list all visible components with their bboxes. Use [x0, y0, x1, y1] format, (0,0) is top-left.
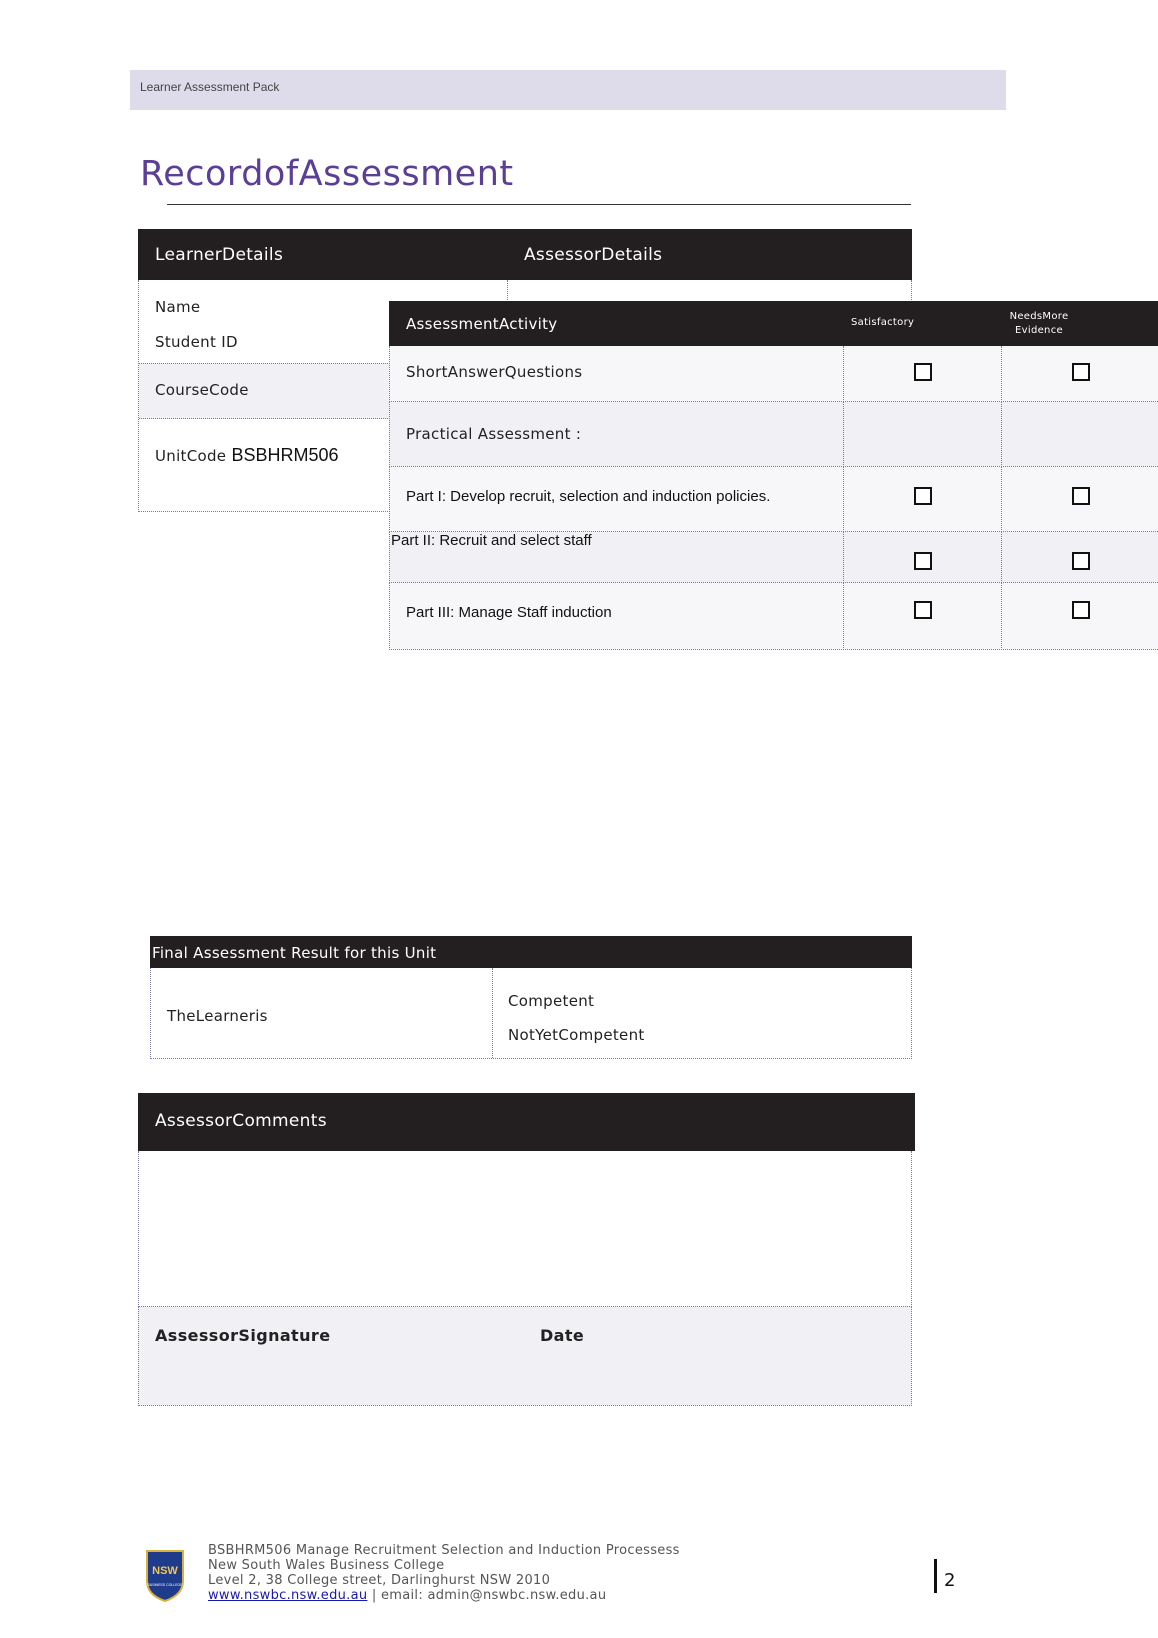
date-label: Date [540, 1326, 585, 1345]
satisfactory-checkbox[interactable] [914, 363, 932, 381]
footer-college-line: New South Wales Business College [208, 1558, 445, 1573]
logo-subtext: BUSINESS COLLEGE [147, 1583, 183, 1587]
column-divider [1001, 346, 1002, 402]
student-id-label: Student ID [155, 333, 238, 351]
final-result-heading: Final Assessment Result for this Unit [152, 944, 437, 962]
assessor-comments-heading: AssessorComments [155, 1111, 327, 1131]
needs-more-line: NeedsMore [1009, 311, 1069, 322]
assessor-signature-label: AssessorSignature [155, 1326, 331, 1345]
table-row [389, 467, 1158, 532]
satisfactory-checkbox[interactable] [914, 552, 932, 570]
activity-label: Part III: Manage Staff induction [406, 604, 612, 621]
needs-more-evidence-checkbox[interactable] [1072, 601, 1090, 619]
page-title: RecordofAssessment [140, 154, 514, 194]
page-number: 2 [944, 1570, 956, 1591]
page-number-bar [934, 1559, 937, 1593]
satisfactory-checkbox[interactable] [914, 487, 932, 505]
column-divider [492, 968, 493, 1058]
unit-code-label: UnitCode [155, 447, 227, 465]
activity-label: Practical Assessment : [406, 425, 582, 443]
needs-more-evidence-checkbox[interactable] [1072, 363, 1090, 381]
footer-address-line: Level 2, 38 College street, Darlinghurst NSW 2010 [208, 1573, 551, 1588]
table-row [389, 532, 1158, 583]
footer-email: | email: admin@nswbc.nsw.edu.au [367, 1588, 607, 1603]
needs-more-evidence-checkbox[interactable] [1072, 487, 1090, 505]
logo-text: NSW [152, 1565, 178, 1577]
activity-label: ShortAnswerQuestions [406, 363, 583, 381]
final-result-body [150, 968, 912, 1059]
column-divider [843, 402, 844, 467]
learner-details-heading: LearnerDetails [155, 245, 284, 265]
college-logo [144, 1547, 186, 1607]
satisfactory-checkbox[interactable] [914, 601, 932, 619]
learner-assessor-header [138, 229, 912, 280]
column-divider [843, 346, 844, 402]
footer-contact-line [208, 1588, 680, 1603]
column-divider [843, 467, 844, 532]
assessor-details-heading: AssessorDetails [524, 245, 663, 265]
column-divider [1001, 402, 1002, 467]
activity-label: Part II: Recruit and select staff [391, 532, 592, 549]
website-link[interactable]: www.nswbc.nsw.edu.au [208, 1588, 368, 1603]
signature-row [138, 1306, 912, 1406]
column-divider [1001, 583, 1002, 650]
satisfactory-column-heading: Satisfactory [851, 317, 915, 328]
footer-text [208, 1543, 680, 1603]
unit-code-row [155, 445, 338, 466]
assessment-activity-heading: AssessmentActivity [406, 315, 558, 333]
learner-assessor-divider [507, 280, 508, 300]
evidence-line: Evidence [1015, 325, 1063, 336]
assessor-comments-header [138, 1093, 915, 1151]
learner-is-label: TheLearneris [167, 1007, 268, 1025]
needs-more-evidence-checkbox[interactable] [1072, 552, 1090, 570]
column-divider [1001, 467, 1002, 532]
needs-more-evidence-heading [1009, 310, 1069, 338]
name-label: Name [155, 298, 201, 316]
table-row [389, 402, 1158, 467]
unit-code-value: BSBHRM506 [231, 445, 339, 465]
footer-unit-line: BSBHRM506 Manage Recruitment Selection and Induction Processess [208, 1543, 680, 1558]
title-underline [167, 204, 911, 205]
competent-option[interactable]: Competent [508, 992, 595, 1010]
final-result-header [150, 936, 912, 968]
assessor-comments-field[interactable] [138, 1151, 912, 1307]
course-code-label: CourseCode [155, 381, 249, 399]
header-title: Learner Assessment Pack [140, 80, 280, 94]
not-yet-competent-option[interactable]: NotYetCompetent [508, 1026, 645, 1044]
activity-label: Part I: Develop recruit, selection and induction policies. [406, 488, 771, 505]
column-divider [843, 532, 844, 583]
learner-details-bottom-border [138, 511, 390, 512]
table-row [389, 583, 1158, 650]
column-divider [843, 583, 844, 650]
assessment-activity-header [389, 301, 1158, 346]
column-divider [1001, 532, 1002, 583]
course-code-row [139, 363, 390, 419]
table-row [389, 346, 1158, 402]
